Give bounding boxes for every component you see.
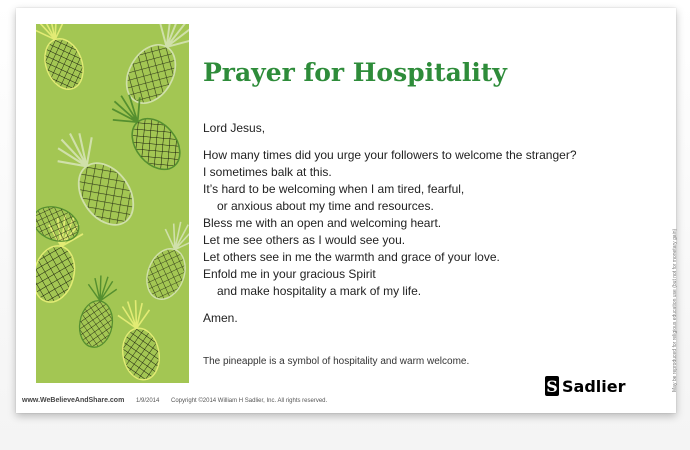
pineapple-pattern-panel <box>36 24 189 383</box>
prayer-line: Let me see others as I would see you. <box>203 233 406 247</box>
prayer-amen: Amen. <box>203 311 238 325</box>
pineapple-pattern-icon <box>36 24 189 383</box>
prayer-text <box>203 120 643 327</box>
footnote: The pineapple is a symbol of hospitality and warm welcome. <box>203 356 470 367</box>
prayer-line: It’s hard to be welcoming when I am tired, fearful, <box>203 182 465 196</box>
prayer-line: Let others see in me the warmth and grace of your love. <box>203 250 500 264</box>
prayer-salutation: Lord Jesus, <box>203 121 266 135</box>
footer-date: 1/9/2014 <box>135 398 160 404</box>
reproduction-note: May be reproduced for religious education use (but not for monetary gain) <box>672 228 678 392</box>
prayer-line: Enfold me in your gracious Spirit <box>203 267 376 281</box>
prayer-line: or anxious about my time and resources. <box>217 199 434 213</box>
copyright-text: Copyright ©2014 William H Sadlier, Inc. All rights reserved. <box>171 398 328 404</box>
sadlier-logo <box>545 376 625 396</box>
prayer-line: How many times did you urge your followers to welcome the stranger? <box>203 148 577 162</box>
footer <box>22 397 327 404</box>
website-link[interactable]: www.WeBelieveAndShare.com <box>22 397 125 404</box>
logo-name: Sadlier <box>562 376 626 396</box>
page-title: Prayer for Hospitality <box>203 58 507 87</box>
sadlier-logo-icon: S <box>546 376 558 396</box>
prayer-line: and make hospitality a mark of my life. <box>217 284 422 298</box>
prayer-line: Bless me with an open and welcoming heart. <box>203 216 442 230</box>
prayer-line: I sometimes balk at this. <box>203 165 332 179</box>
